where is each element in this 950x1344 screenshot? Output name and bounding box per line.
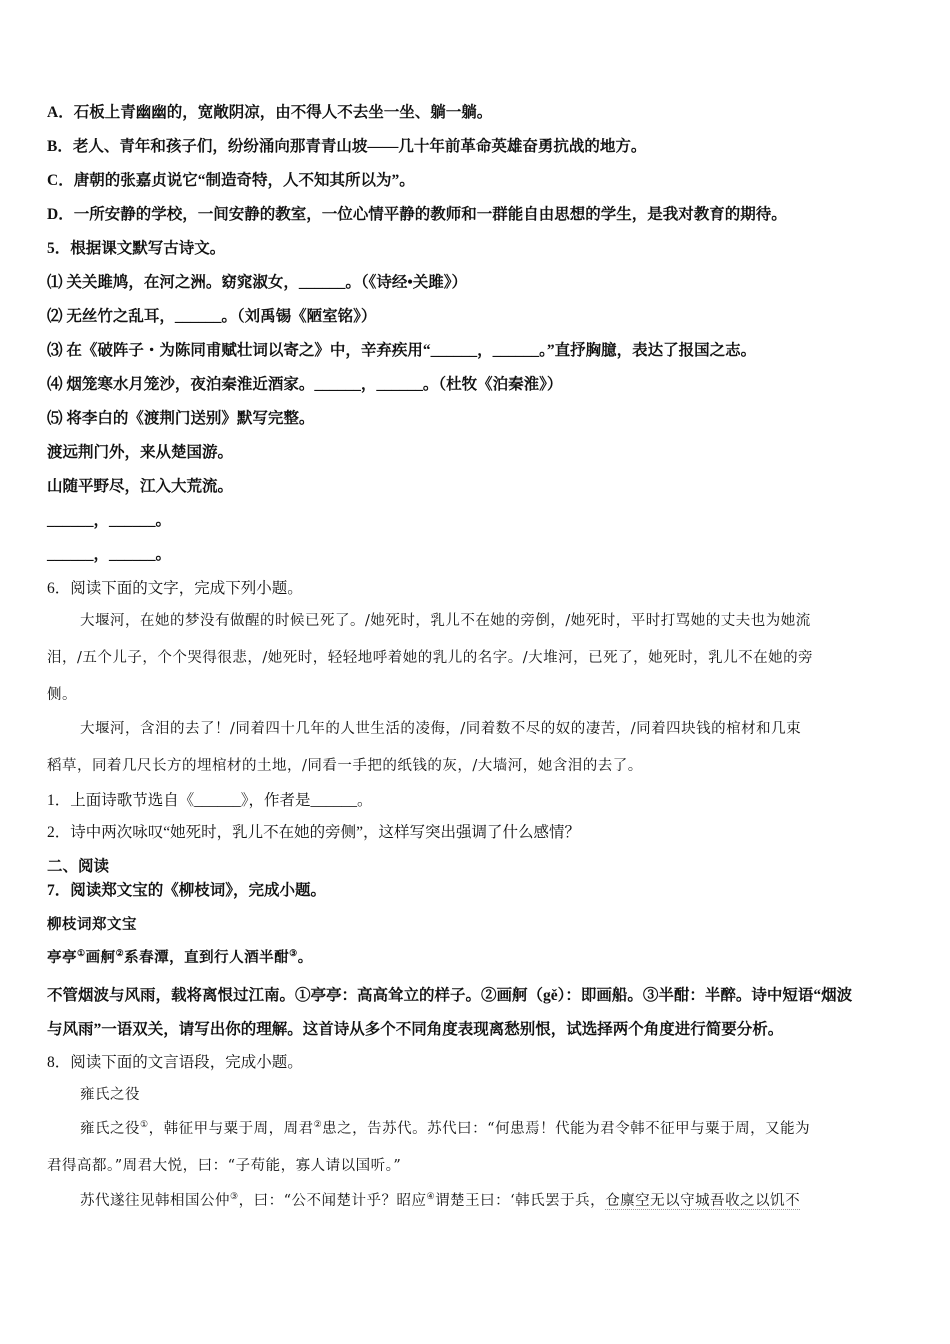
q6-sub-2: 2．诗中两次咏叹“她死时，乳儿不在她的旁侧”，这样写突出强调了什么感情？ (47, 824, 581, 841)
poem-blank-2: ______，______。 (47, 546, 172, 563)
q7-poem-line-1: 亭亭①画舸②系春潭，直到行人酒半酣③。 (47, 949, 313, 966)
poem-line-1: 渡远荆门外，来从楚国游。 (47, 444, 234, 461)
poem-blank-1: ______，______。 (47, 512, 172, 529)
q8-passage-heading: 雍氏之役 (80, 1087, 140, 1103)
q6-para1-line2: 泪，/五个儿子，个个哭得很悲，/她死时，轻轻地呼着她的乳儿的名字。/大堆河，已死了，她死时，乳儿不在她的旁 (47, 650, 814, 666)
q6-sub-1: 1．上面诗歌节选自《______》，作者是______。 (47, 792, 373, 809)
question-5-title: 5．根据课文默写古诗文。 (47, 240, 226, 257)
option-b: B．老人、青年和孩子们，纷纷涌向那青青山坡——几十年前革命英雄奋勇抗战的地方。 (47, 138, 647, 155)
option-a: A．石板上青幽幽的，宽敞阴凉，由不得人不去坐一坐、躺一躺。 (47, 104, 493, 121)
q6-para1-line1: 大堰河，在她的梦没有做醒的时候已死了。/她死时，乳儿不在她的旁倒，/她死时，平时打骂她的丈夫也为她流 (80, 613, 811, 629)
q8-para2-line1: 苏代遂往见韩相国公仲③，曰：“公不闻楚计乎？昭应④谓楚王曰：‘韩氏罢于兵，仓廪空无以守城吾收之以饥不 (80, 1192, 801, 1209)
q6-para1-line3: 侧。 (47, 687, 77, 703)
q5-item-1: ⑴ 关关雎鸠，在河之洲。窈窕淑女，______。（《诗经•关雎》） (47, 274, 468, 291)
question-8-title: 8．阅读下面的文言语段，完成小题。 (47, 1054, 303, 1071)
question-6-title: 6．阅读下面的文字，完成下列小题。 (47, 580, 303, 597)
section-2-heading: 二、阅读 (47, 858, 110, 875)
q5-item-5: ⑸ 将李白的《渡荆门送别》默写完整。 (47, 410, 315, 427)
poem-line-2: 山随平野尽，江入大荒流。 (47, 478, 234, 495)
q8-para1-line2: 君得高都。”周君大悦，曰：“子苟能，寡人请以国听。” (47, 1158, 402, 1174)
q7-poem-line-2: 不管烟波与风雨，载将离恨过江南。①亭亭：高高耸立的样子。②画舸（gě）：即画船。③半酣：半醉。诗中短语“烟波 (47, 987, 853, 1004)
q8-para1-line1: 雍氏之役①，韩征甲与粟于周，周君②患之，告苏代。苏代曰：“何患焉！代能为君令韩不征甲与粟于周，又能为 (80, 1120, 811, 1137)
q7-question-line: 与风雨”一语双关，请写出你的理解。这首诗从多个不同角度表现离愁别恨，试选择两个角度进行简要分析。 (47, 1021, 784, 1038)
q5-item-2: ⑵ 无丝竹之乱耳，______。（刘禹锡《陋室铭》） (47, 308, 377, 325)
poem-title: 柳枝词郑文宝 (47, 916, 137, 933)
option-d: D．一所安静的学校，一间安静的教室，一位心情平静的教师和一群能自由思想的学生，是我对教育的期待。 (47, 206, 787, 223)
q6-para2-line1: 大堰河，含泪的去了！/同着四十几年的人世生活的凌侮，/同着数不尽的奴的凄苦，/同着四块钱的棺材和几束 (80, 721, 802, 737)
q5-item-4: ⑷ 烟笼寒水月笼沙，夜泊秦淮近酒家。______，______。（杜牧《泊秦淮》） (47, 376, 563, 393)
q5-item-3: ⑶ 在《破阵子・为陈同甫赋壮词以寄之》中，辛弃疾用“______，______。”直抒胸臆，表达了报国之志。 (47, 342, 757, 359)
q6-para2-line2: 稻草，同着几尺长方的埋棺材的土地，/同看一手把的纸钱的灰，/大墙河，她含泪的去了。 (47, 758, 643, 774)
question-7-title: 7．阅读郑文宝的《柳枝词》，完成小题。 (47, 882, 327, 899)
option-c: C．唐朝的张嘉贞说它“制造奇特，人不知其所以为”。 (47, 172, 415, 189)
